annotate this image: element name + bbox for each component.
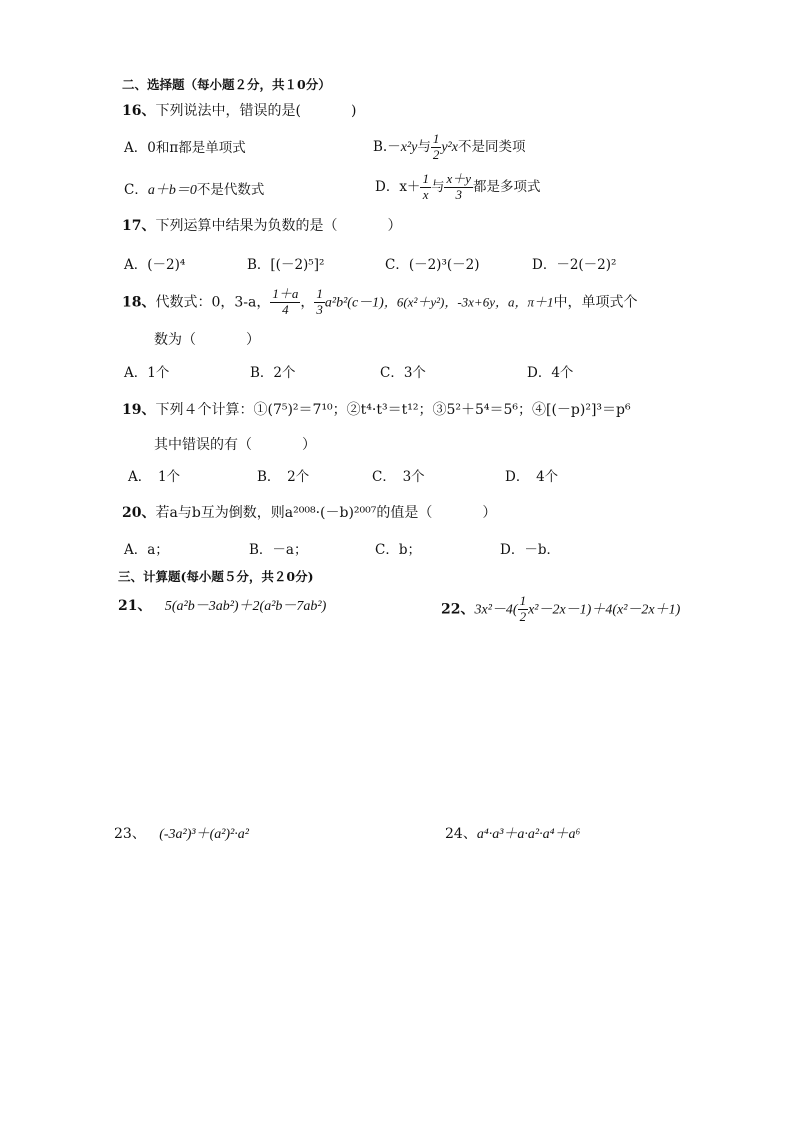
problem-21: [118, 599, 326, 614]
question-19: [122, 403, 631, 418]
option-16-c: [124, 183, 264, 198]
question-stem: 中，单项式个: [553, 294, 638, 311]
option-text: C．: [124, 182, 148, 198]
frac-num: 1: [432, 131, 440, 146]
problem-number: 21、: [118, 598, 152, 614]
problem-22: [441, 594, 680, 625]
question-number: 17、: [122, 218, 156, 234]
option-text: 不是代数式: [196, 182, 265, 198]
question-20: [122, 506, 496, 521]
question-stem: 其中错误的有（: [154, 437, 252, 453]
option-20-c: C．b；: [375, 542, 421, 558]
option-19-a: A． 1个: [128, 469, 181, 485]
frac-den: x: [422, 186, 429, 202]
math-expr: x²－2x－1)＋4(x²－2x＋1): [528, 602, 681, 618]
question-stem: 下列说法中，错误的是(: [155, 103, 301, 119]
question-18: 18、代数式：0，3-a， $\frac{1+a}{4}$ ， $\frac{1}{3}$ a²b²(c－1)，6(x²＋y²)，-3x+6y，a，π＋1中，单项式个: [122, 286, 638, 317]
frac-num: 1: [519, 593, 527, 608]
option-16-d: [375, 172, 540, 203]
option-20-a: A．a；: [124, 542, 169, 558]
problem-24: [445, 827, 580, 842]
option-17-c: C．(－2)³(－2): [385, 257, 480, 273]
section-heading-calc: 三、计算题(每小题５分，共２0分): [118, 569, 314, 584]
option-text: 与: [430, 178, 445, 195]
question-close: ): [350, 103, 357, 119]
option-16-a: A．0和π都是单项式: [124, 140, 246, 156]
option-text: 都是多项式: [472, 178, 541, 195]
question-close: ）: [246, 332, 260, 348]
question-18-line2: [154, 333, 260, 348]
option-18-c: C．3个: [380, 365, 426, 381]
option-17-d: D．－2(－2)²: [532, 257, 617, 273]
math-expr: (-3a²)³＋(a²)²·a²: [159, 827, 249, 842]
problem-number: 23、: [114, 826, 146, 842]
option-text: 不是同类项: [457, 138, 526, 155]
math-expr: ，6(x²＋y²)，-3x+6y，a，π＋1: [383, 294, 554, 310]
question-stem: 下列４个计算：①(7⁵)²＝7¹⁰；②t⁴·t³＝t¹²；③5²＋5⁴＝5⁶；④[(－p)²]³＝p⁶: [155, 402, 631, 418]
fraction: [270, 287, 300, 318]
question-stem: 若a与b互为倒数，则a²⁰⁰⁸·(－b)²⁰⁰⁷的值是（: [155, 505, 433, 521]
question-stem: 代数式：0，3-a，: [155, 294, 271, 311]
math-expr: a²b²(c－1): [324, 295, 384, 311]
math-expr: 3x²－4(: [474, 602, 518, 618]
option-16-b: [373, 132, 525, 163]
math-expr: 5(a²b－3ab²)＋2(a²b－7ab²): [164, 599, 327, 614]
fraction: [420, 172, 431, 203]
question-stem: 下列运算中结果为负数的是（: [155, 218, 338, 234]
option-17-a: A．(－2)⁴: [124, 257, 186, 273]
option-text: 与: [417, 138, 431, 155]
option-text: D．x＋: [375, 178, 421, 195]
option-19-b: B． 2个: [257, 469, 310, 485]
section-heading-choice: 二、选择题（每小题２分，共１0分）: [122, 77, 331, 92]
option-18-b: B．2个: [250, 365, 296, 381]
math-expr: y²x: [441, 139, 458, 155]
frac-num: 1: [316, 286, 323, 301]
frac-den: 2: [519, 608, 527, 624]
fraction: [444, 172, 473, 203]
frac-num: 1＋a: [272, 286, 299, 301]
option-19-c: C． 3个: [372, 469, 425, 485]
fraction: [431, 132, 442, 163]
problem-number: 22、: [441, 601, 475, 618]
question-17: [122, 219, 401, 234]
option-20-b: B．－a；: [249, 542, 308, 558]
question-number: 20、: [122, 505, 156, 521]
problem-number: 24、: [445, 826, 477, 842]
question-close: ）: [482, 505, 497, 521]
question-number: 16、: [122, 103, 156, 119]
question-close: ）: [387, 218, 402, 234]
math-expr: x²y: [400, 139, 418, 155]
question-close: ）: [302, 437, 316, 453]
frac-den: 3: [316, 301, 323, 317]
option-18-a: A．1个: [124, 365, 170, 381]
fraction: [314, 287, 325, 318]
option-17-b: B．[(－2)⁵]²: [247, 257, 325, 273]
question-number: 18、: [122, 294, 156, 311]
question-19-line2: [154, 438, 316, 453]
question-number: 19、: [122, 402, 156, 418]
option-text: B.－: [373, 138, 401, 155]
option-18-d: D．4个: [527, 365, 574, 381]
frac-den: 4: [282, 301, 289, 317]
math-expr: a＋b＝0: [147, 183, 197, 198]
fraction: [518, 594, 529, 625]
option-19-d: D． 4个: [505, 469, 559, 485]
question-16: [122, 104, 356, 119]
option-20-d: D．－b．: [500, 542, 560, 558]
frac-num: x＋y: [446, 171, 471, 186]
frac-den: 2: [432, 146, 440, 162]
frac-num: 1: [422, 171, 429, 186]
problem-23: [114, 827, 249, 842]
math-expr: a⁴·a³＋a·a²·a⁴＋a⁶: [476, 827, 581, 842]
question-stem: 数为（: [154, 332, 196, 348]
frac-den: 3: [455, 186, 462, 202]
